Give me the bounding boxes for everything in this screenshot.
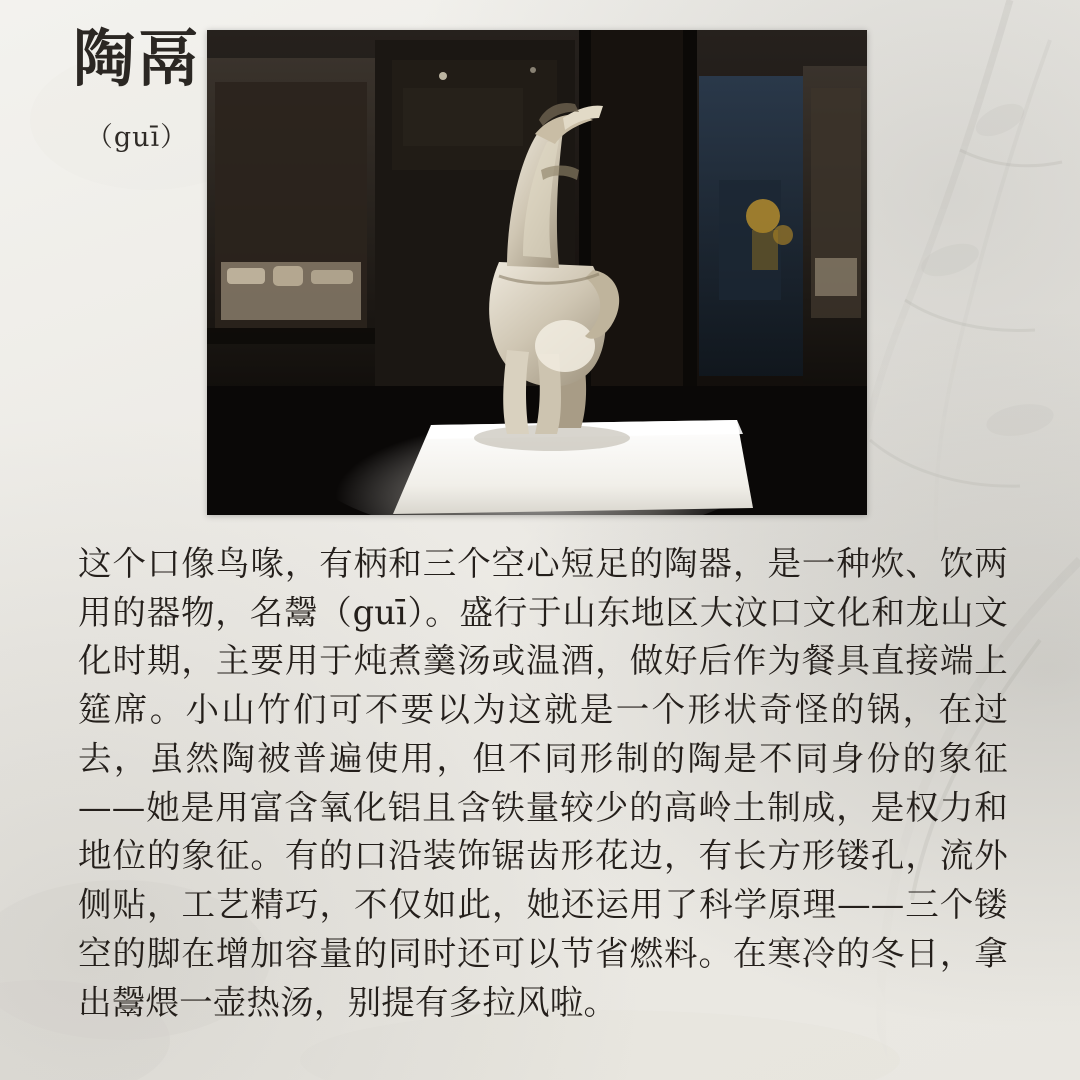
title-block (72, 22, 202, 154)
artifact-photo (207, 30, 867, 515)
title-pinyin: （guī） (85, 121, 189, 153)
page-title: 陶鬲 (72, 22, 201, 95)
article-body: 这个口像鸟喙，有柄和三个空心短足的陶器，是一种炊、饮两用的器物，名鬶（guī）。盛行于山东地区大汶口文化和龙山文化时期，主要用于炖煮羹汤或温酒，做好后作为餐具直接端上筵席。小山竹们可不要以为这就是一个形状奇怪的锅，在过去，虽然陶被普遍使用，但不同形制的陶是不同身份的象征——她是用富含氧化铝且含铁量较少的高岭土制成，是权力和地位的象征。有的口沿装饰锯齿形花边，有长方形镂孔，流外侧贴，工艺精巧，不仅如此，她还运用了科学原理——三个镂空的脚在增加容量的同时还可以节省燃料。在寒冷的冬日，拿出鬶煨一壶热汤，别提有多拉风啦。 (78, 544, 1008, 1022)
